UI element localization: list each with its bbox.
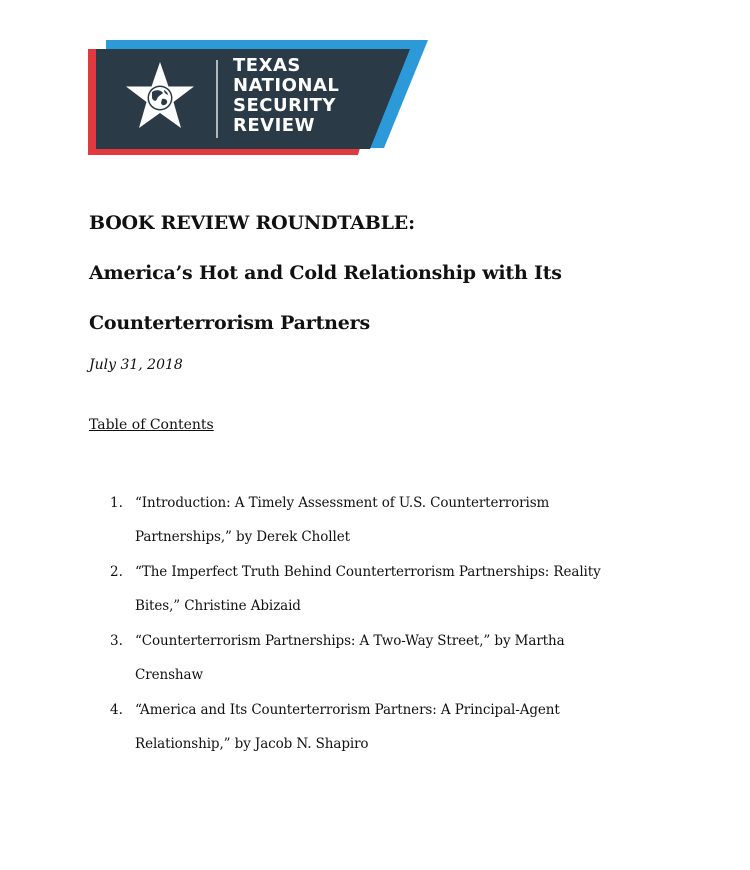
- toc-item-number: 1.: [110, 495, 123, 511]
- publication-date: July 31, 2018: [89, 357, 183, 373]
- toc-item-title-line-2: Crenshaw: [135, 667, 203, 683]
- toc-item-title-line-1: “Counterterrorism Partnerships: A Two-Way Street,” by Martha: [135, 633, 565, 649]
- title-line-2: Counterterrorism Partners: [89, 312, 370, 334]
- title-line-1: America’s Hot and Cold Relationship with Its: [89, 262, 562, 284]
- toc-item-number: 3.: [110, 633, 123, 649]
- toc-heading: Table of Contents: [89, 417, 214, 433]
- toc-item-number: 2.: [110, 564, 123, 580]
- toc-item: [110, 624, 670, 693]
- logo-wordmark: [233, 56, 339, 136]
- toc-list: [110, 486, 670, 762]
- logo-line-texas: TEXAS: [233, 55, 301, 76]
- logo-line-review: REVIEW: [233, 115, 315, 136]
- logo-line-security: SECURITY: [233, 95, 336, 116]
- toc-item: [110, 486, 670, 555]
- toc-item-title-line-1: “America and Its Counterterrorism Partners: A Principal-Agent: [135, 702, 560, 718]
- toc-item-title-line-2: Bites,” Christine Abizaid: [135, 598, 301, 614]
- toc-item-number: 4.: [110, 702, 123, 718]
- section-heading: BOOK REVIEW ROUNDTABLE:: [89, 212, 415, 234]
- tnsr-logo: [88, 40, 428, 158]
- toc-item-title-line-1: “The Imperfect Truth Behind Counterterrorism Partnerships: Reality: [135, 564, 601, 580]
- toc-item-title-line-1: “Introduction: A Timely Assessment of U.S. Counterterrorism: [135, 495, 550, 511]
- logo-line-national: NATIONAL: [233, 75, 340, 96]
- toc-item-title-line-2: Partnerships,” by Derek Chollet: [135, 529, 350, 545]
- toc-item: [110, 693, 670, 762]
- toc-item-title-line-2: Relationship,” by Jacob N. Shapiro: [135, 736, 369, 752]
- toc-item: [110, 555, 670, 624]
